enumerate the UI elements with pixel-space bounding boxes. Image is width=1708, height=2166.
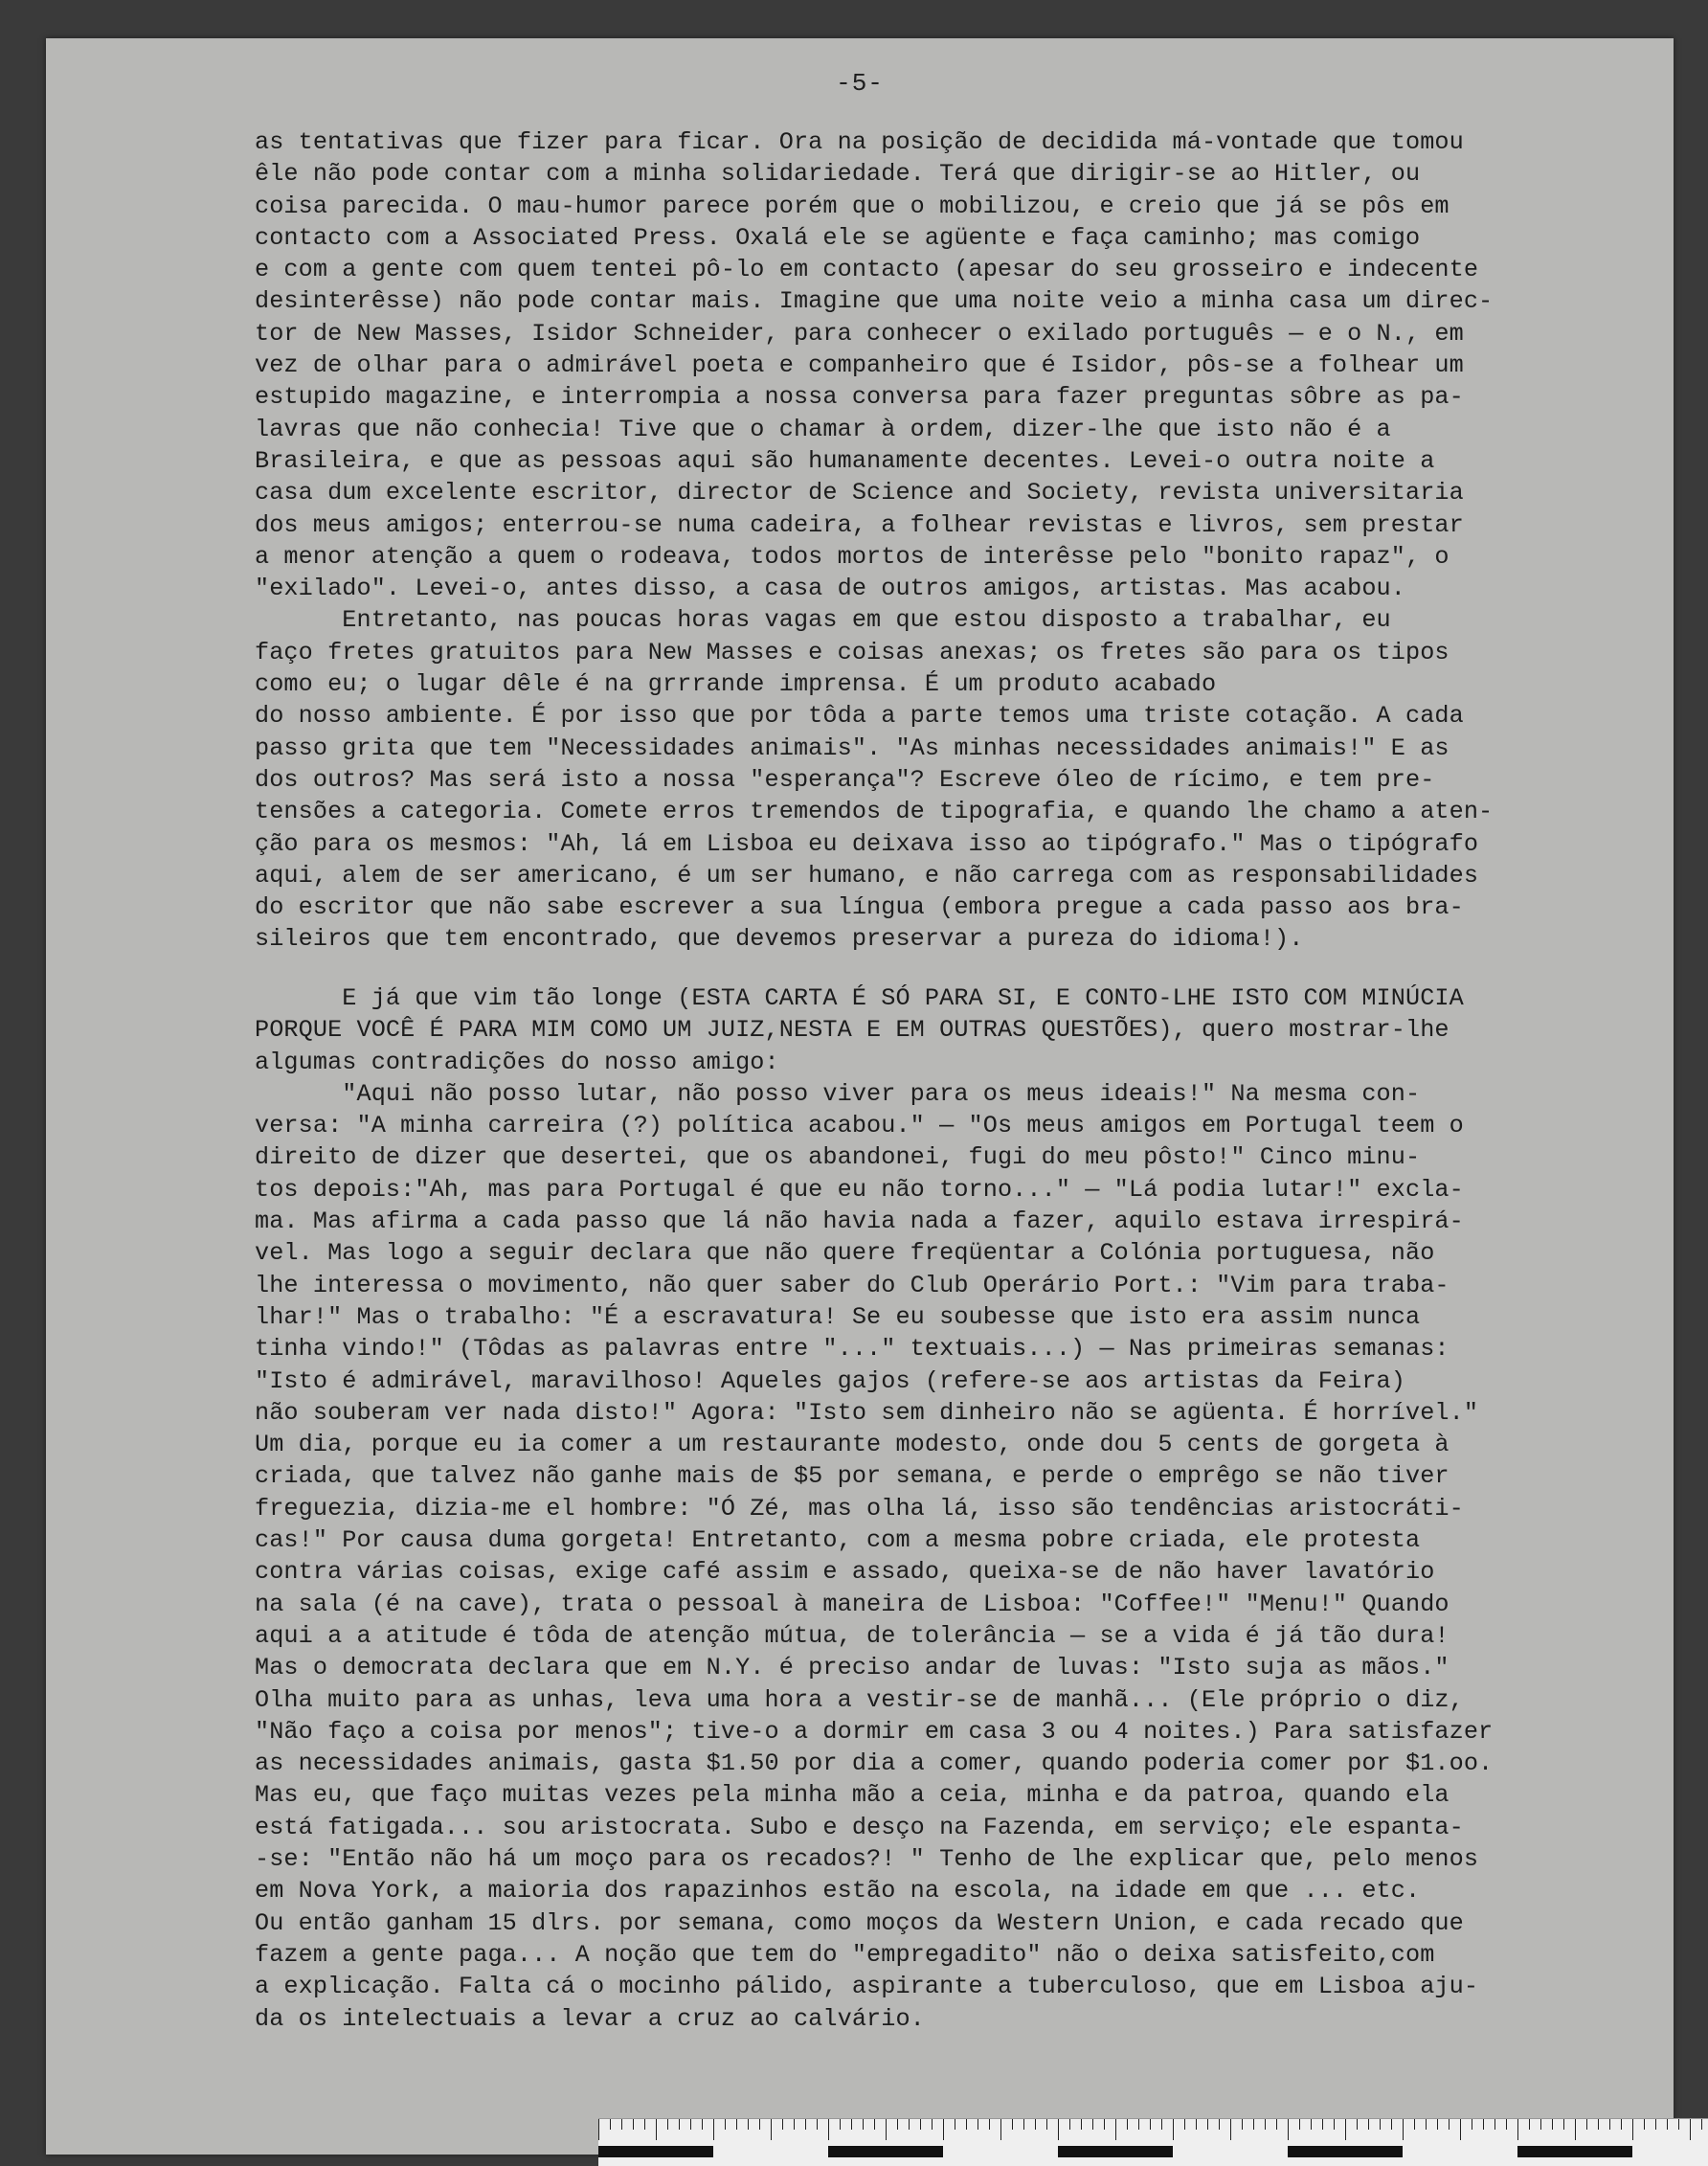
ruler-tick bbox=[1345, 2119, 1346, 2140]
ruler-tick bbox=[874, 2119, 875, 2130]
ruler-tick bbox=[794, 2119, 795, 2130]
ruler-tick bbox=[989, 2119, 990, 2130]
ruler-tick bbox=[1311, 2119, 1312, 2130]
text-line: a explicação. Falta cá o mocinho pálido, aspirante a tuberculoso, que em Lisboa aju- bbox=[255, 1973, 1479, 2001]
ruler-tick bbox=[828, 2119, 829, 2140]
ruler-tick bbox=[1322, 2119, 1323, 2130]
ruler-tick bbox=[1563, 2119, 1564, 2130]
ruler-tick bbox=[1621, 2119, 1622, 2130]
text-line: Entretanto, nas poucas horas vagas em que estou disposto a trabalhar, eu bbox=[255, 606, 1391, 635]
ruler-tick bbox=[1104, 2119, 1105, 2130]
ruler-segment bbox=[598, 2146, 713, 2157]
text-line: tensões a categoria. Comete erros tremendos de tipografia, e quando lhe chamo a aten- bbox=[255, 798, 1494, 826]
ruler-tick bbox=[690, 2119, 691, 2130]
ruler-tick bbox=[1506, 2119, 1507, 2130]
ruler-tick bbox=[1288, 2119, 1289, 2140]
ruler-tick bbox=[920, 2119, 921, 2130]
text-line: lhar!" Mas o trabalho: "É a escravatura! Se eu soubesse que isto era assim nunca bbox=[255, 1302, 1421, 1331]
text-line: está fatigada... sou aristocrata. Subo e desço na Fazenda, em serviço; ele espanta- bbox=[255, 1813, 1464, 1841]
ruler-tick bbox=[1253, 2119, 1254, 2130]
ruler-tick bbox=[1644, 2119, 1645, 2130]
ruler-tick bbox=[771, 2119, 772, 2140]
ruler-tick bbox=[1678, 2119, 1679, 2130]
text-line: vez de olhar para o admirável poeta e companheiro que é Isidor, pôs-se a folhear um bbox=[255, 351, 1464, 380]
text-line: "Aqui não posso lutar, não posso viver para os meus ideais!" Na mesma con- bbox=[255, 1079, 1421, 1108]
ruler-tick bbox=[598, 2119, 599, 2140]
text-line: Mas eu, que faço muitas vezes pela minha mão a ceia, minha e da patroa, quando ela bbox=[255, 1781, 1450, 1810]
ruler-tick bbox=[1414, 2119, 1415, 2130]
ruler-tick bbox=[840, 2119, 841, 2130]
ruler-tick bbox=[667, 2119, 668, 2130]
ruler-tick bbox=[1046, 2119, 1047, 2130]
text-line: faço fretes gratuitos para New Masses e coisas anexas; os fretes são para os tipos bbox=[255, 638, 1450, 666]
ruler-tick bbox=[1426, 2119, 1427, 2130]
ruler-tick bbox=[1173, 2119, 1174, 2140]
text-line: direito de dizer que desertei, que os abandonei, fugi do meu pôsto!" Cinco minu- bbox=[255, 1143, 1421, 1172]
ruler-tick bbox=[932, 2119, 933, 2130]
ruler-tick bbox=[1242, 2119, 1243, 2130]
text-line: passo grita que tem "Necessidades animais". "As minhas necessidades animais!" E as bbox=[255, 733, 1450, 762]
ruler-tick bbox=[1529, 2119, 1530, 2130]
ruler-tick bbox=[1081, 2119, 1082, 2130]
text-line: do escritor que não sabe escrever a sua língua (embora pregue a cada passo aos bra- bbox=[255, 893, 1464, 922]
text-line: sileiros que tem encontrado, que devemos preservar a pureza do idioma!). bbox=[255, 925, 1304, 954]
ruler-segment bbox=[1288, 2146, 1403, 2157]
text-line: estupido magazine, e interrompia a nossa conversa para fazer preguntas sôbre as pa- bbox=[255, 383, 1464, 412]
page-number: -5- bbox=[836, 69, 884, 98]
ruler-tick bbox=[1012, 2119, 1013, 2130]
text-line: contacto com a Associated Press. Oxalá ele se agüente e faça caminho; mas comigo bbox=[255, 223, 1421, 252]
ruler-tick bbox=[1184, 2119, 1185, 2130]
ruler-tick bbox=[644, 2119, 645, 2130]
text-line: as necessidades animais, gasta $1.50 por dia a comer, quando poderia comer por $1.oo. bbox=[255, 1749, 1494, 1778]
text-line: Mas o democrata declara que em N.Y. é preciso andar de luvas: "Isto suja as mãos." bbox=[255, 1654, 1450, 1682]
ruler-tick bbox=[1000, 2119, 1001, 2140]
text-line: não souberam ver nada disto!" Agora: "Isto sem dinheiro não se agüenta. É horrível." bbox=[255, 1398, 1479, 1427]
ruler-tick bbox=[633, 2119, 634, 2130]
ruler-tick bbox=[1127, 2119, 1128, 2130]
text-line: como eu; o lugar dêle é na grrrande imprensa. É um produto acabado bbox=[255, 670, 1217, 699]
text-line: dos meus amigos; enterrou-se numa cadeira, a folhear revistas e livros, sem prestar bbox=[255, 510, 1464, 539]
text-line: versa: "A minha carreira (?) política acabou." — "Os meus amigos em Portugal teem o bbox=[255, 1112, 1464, 1140]
text-line: a menor atenção a quem o rodeava, todos mortos de interêsse pelo "bonito rapaz", o bbox=[255, 542, 1450, 571]
ruler-tick bbox=[1437, 2119, 1438, 2130]
ruler-tick bbox=[1357, 2119, 1358, 2130]
ruler-tick bbox=[1609, 2119, 1610, 2130]
text-line: do nosso ambiente. É por isso que por tôda a parte temos uma triste cotação. A cada bbox=[255, 702, 1464, 731]
text-line: freguezia, dizia-me el hombre: "Ó Zé, mas olha lá, isso são tendências aristocráti- bbox=[255, 1494, 1464, 1523]
ruler-tick bbox=[759, 2119, 760, 2130]
ruler-tick bbox=[1690, 2119, 1691, 2140]
ruler-segment bbox=[1058, 2146, 1173, 2157]
text-line: desinterêsse) não pode contar mais. Imagine que uma noite veio a minha casa um direc- bbox=[255, 287, 1494, 316]
ruler-tick bbox=[1483, 2119, 1484, 2130]
ruler-tick bbox=[1460, 2119, 1461, 2140]
ruler-tick bbox=[943, 2119, 944, 2140]
ruler-tick bbox=[897, 2119, 898, 2130]
text-line: lhe interessa o movimento, não quer saber do Club Operário Port.: "Vim para traba- bbox=[255, 1271, 1450, 1299]
ruler-tick bbox=[1403, 2119, 1404, 2140]
ruler-tick bbox=[725, 2119, 726, 2130]
text-line: lavras que não conhecia! Tive que o chamar à ordem, dizer-lhe que isto não é a bbox=[255, 415, 1391, 443]
text-line: PORQUE VOCÊ É PARA MIM COMO UM JUIZ,NESTA E EM OUTRAS QUESTÕES), quero mostrar-lhe bbox=[255, 1016, 1450, 1045]
text-line: ção para os mesmos: "Ah, lá em Lisboa eu deixava isso ao tipógrafo." Mas o tipógrafo bbox=[255, 829, 1479, 858]
ruler-tick bbox=[1391, 2119, 1392, 2130]
ruler-tick bbox=[1230, 2119, 1231, 2140]
text-line: tos depois:"Ah, mas para Portugal é que eu não torno..." — "Lá podia lutar!" excla- bbox=[255, 1175, 1464, 1204]
ruler-tick bbox=[1161, 2119, 1162, 2130]
ruler-tick bbox=[1552, 2119, 1553, 2130]
text-line: na sala (é na cave), trata o pessoal à maneira de Lisboa: "Coffee!" "Menu!" Quando bbox=[255, 1590, 1450, 1618]
text-line: aqui, alem de ser americano, é um ser humano, e não carrega com as responsabilidades bbox=[255, 861, 1479, 890]
ruler-tick bbox=[1069, 2119, 1070, 2130]
ruler-tick bbox=[1380, 2119, 1381, 2130]
ruler-tick bbox=[679, 2119, 680, 2130]
ruler-tick bbox=[1632, 2119, 1633, 2140]
ruler-tick bbox=[702, 2119, 703, 2130]
ruler-tick bbox=[851, 2119, 852, 2130]
text-line: cas!" Por causa duma gorgeta! Entretanto, com a mesma pobre criada, ele protesta bbox=[255, 1526, 1421, 1555]
text-line: tor de New Masses, Isidor Schneider, para conhecer o exilado português — e o N., em bbox=[255, 319, 1464, 348]
text-line: êle não pode contar com a minha solidariedade. Terá que dirigir-se ao Hitler, ou bbox=[255, 160, 1421, 189]
text-line: E já que vim tão longe (ESTA CARTA É SÓ PARA SI, E CONTO-LHE ISTO COM MINÚCIA bbox=[255, 984, 1464, 1012]
text-line: e com a gente com quem tentei pô-lo em contacto (apesar do seu grosseiro e indecente bbox=[255, 256, 1479, 284]
ruler-tick bbox=[621, 2119, 622, 2130]
text-line: coisa parecida. O mau-humor parece porém que o mobilizou, e creio que já se pôs em bbox=[255, 192, 1450, 220]
ruler-tick bbox=[656, 2119, 657, 2140]
text-line: Um dia, porque eu ia comer a um restaurante modesto, onde dou 5 cents de gorgeta à bbox=[255, 1431, 1450, 1459]
ruler-tick bbox=[1655, 2119, 1656, 2130]
ruler-tick bbox=[1517, 2119, 1518, 2140]
ruler-tick bbox=[610, 2119, 611, 2130]
text-line: fazem a gente paga... A noção que tem do "empregadito" não o deixa satisfeito,com bbox=[255, 1940, 1435, 1969]
text-line: em Nova York, a maioria dos rapazinhos estão na escola, na idade em que ... etc. bbox=[255, 1877, 1421, 1906]
ruler-tick bbox=[1598, 2119, 1599, 2130]
scale-ruler bbox=[598, 2118, 1708, 2166]
ruler-tick bbox=[1276, 2119, 1277, 2130]
ruler-tick bbox=[1701, 2119, 1702, 2130]
ruler-tick bbox=[748, 2119, 749, 2130]
text-line: as tentativas que fizer para ficar. Ora na posição de decidida má-vontade que tomou bbox=[255, 128, 1464, 156]
text-line: criada, que talvez não ganhe mais de $5 por semana, e perde o emprêgo se não tiver bbox=[255, 1462, 1450, 1491]
text-line: "Isto é admirável, maravilhoso! Aqueles gajos (refere-se aos artistas da Feira) bbox=[255, 1366, 1405, 1395]
text-line: algumas contradições do nosso amigo: bbox=[255, 1048, 779, 1076]
ruler-tick bbox=[1207, 2119, 1208, 2130]
ruler-tick bbox=[966, 2119, 967, 2130]
ruler-tick bbox=[1368, 2119, 1369, 2130]
text-line: vel. Mas logo a seguir declara que não quere freqüentar a Colónia portuguesa, não bbox=[255, 1239, 1435, 1268]
text-line: Ou então ganham 15 dlrs. por semana, como moços da Western Union, e cada recado que bbox=[255, 1908, 1464, 1937]
ruler-tick bbox=[736, 2119, 737, 2130]
ruler-tick bbox=[1092, 2119, 1093, 2130]
ruler-tick bbox=[1575, 2119, 1576, 2140]
ruler-tick bbox=[909, 2119, 910, 2130]
text-line: casa dum excelente escritor, director de Science and Society, revista universitaria bbox=[255, 479, 1464, 508]
ruler-tick bbox=[1058, 2119, 1059, 2140]
text-line: ma. Mas afirma a cada passo que lá não havia nada a fazer, aquilo estava irrespirá- bbox=[255, 1207, 1464, 1236]
ruler-tick bbox=[1219, 2119, 1220, 2130]
ruler-tick bbox=[1150, 2119, 1151, 2130]
text-line: tinha vindo!" (Tôdas as palavras entre "..." textuais...) — Nas primeiras semanas: bbox=[255, 1335, 1450, 1364]
text-line: Olha muito para as unhas, leva uma hora a vestir-se de manhã... (Ele próprio o diz, bbox=[255, 1685, 1464, 1714]
ruler-tick bbox=[1035, 2119, 1036, 2130]
text-line: Brasileira, e que as pessoas aqui são humanamente decentes. Levei-o outra noite a bbox=[255, 446, 1435, 475]
ruler-tick bbox=[817, 2119, 818, 2130]
paragraph-2 bbox=[255, 982, 1662, 2035]
letter-page bbox=[46, 38, 1674, 2155]
ruler-tick bbox=[805, 2119, 806, 2130]
text-line: dos outros? Mas será isto a nossa "esperança"? Escreve óleo de rícimo, e tem pre- bbox=[255, 765, 1435, 794]
text-line: "Não faço a coisa por menos"; tive-o a dormir em casa 3 ou 4 noites.) Para satisfazer bbox=[255, 1717, 1494, 1746]
text-line: aqui a a atitude é tôda de atenção mútua, de tolerância — se a vida é já tão dura! bbox=[255, 1621, 1450, 1650]
ruler-tick bbox=[1115, 2119, 1116, 2140]
ruler-tick bbox=[1299, 2119, 1300, 2130]
text-line: "exilado". Levei-o, antes disso, a casa de outros amigos, artistas. Mas acabou. bbox=[255, 575, 1405, 603]
ruler-tick bbox=[1449, 2119, 1450, 2130]
ruler-tick bbox=[1265, 2119, 1266, 2130]
ruler-tick bbox=[1138, 2119, 1139, 2130]
ruler-tick bbox=[863, 2119, 864, 2130]
ruler-tick bbox=[713, 2119, 714, 2140]
ruler-tick bbox=[1667, 2119, 1668, 2130]
ruler-tick bbox=[1196, 2119, 1197, 2130]
ruler-tick bbox=[1540, 2119, 1541, 2130]
ruler-segment bbox=[828, 2146, 943, 2157]
ruler-tick bbox=[886, 2119, 887, 2140]
ruler-tick bbox=[1494, 2119, 1495, 2130]
ruler-tick bbox=[1334, 2119, 1335, 2130]
ruler-tick bbox=[1023, 2119, 1024, 2130]
ruler-segment bbox=[1517, 2146, 1632, 2157]
paragraph-1 bbox=[255, 126, 1662, 956]
text-line: contra várias coisas, exige café assim e assado, queixa-se de não haver lavatório bbox=[255, 1558, 1435, 1587]
ruler-tick bbox=[782, 2119, 783, 2130]
text-line: -se: "Então não há um moço para os recados?! " Tenho de lhe explicar que, pelo menos bbox=[255, 1845, 1479, 1874]
ruler-tick bbox=[1586, 2119, 1587, 2130]
text-line: da os intelectuais a levar a cruz ao calvário. bbox=[255, 2004, 925, 2033]
